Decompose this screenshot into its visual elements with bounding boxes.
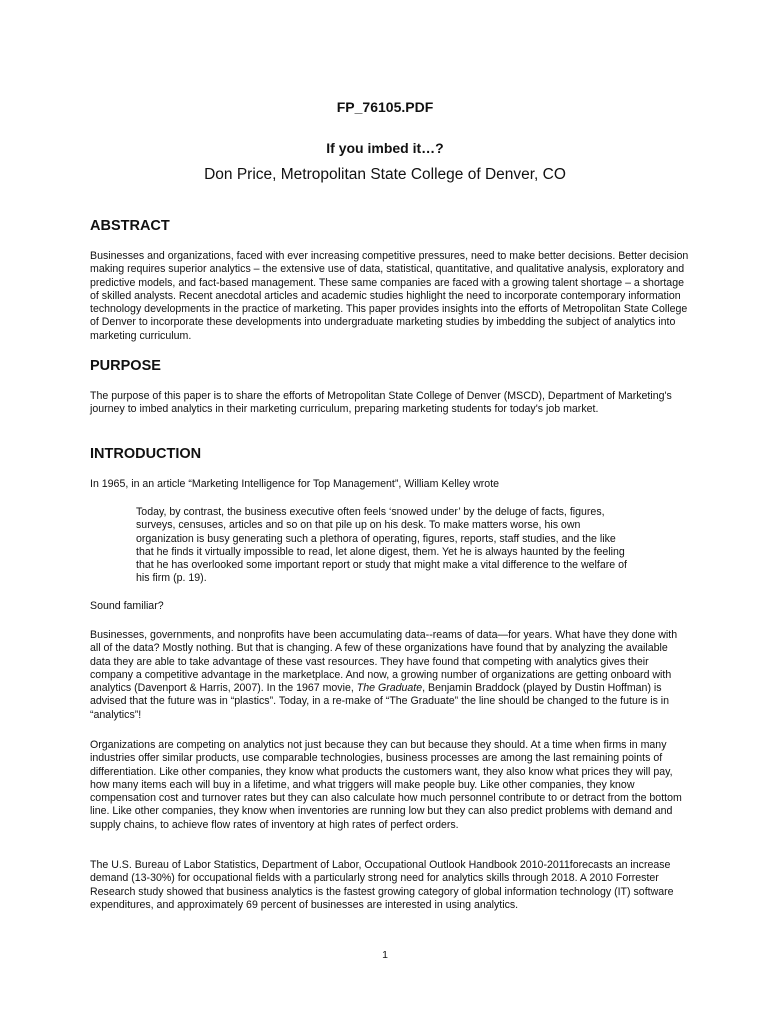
paper-title: If you imbed it…? xyxy=(326,140,444,156)
introduction-heading: INTRODUCTION xyxy=(90,446,202,462)
sound-familiar: Sound familiar? xyxy=(90,600,164,612)
abstract-text: Businesses and organizations, faced with ever increasing competitive pressures, need to make better decisions. Better decision making requires superior analytics – the extensive use of data, statistical, quantitative, and qualitative analysis, exploratory and predictive models, and fact-based management. These same companies are faced with a growing talent shortage – a shortage of skilled analysts. Recent anecdotal articles and academic studies highlight the need to incorporate contemporary information technology developments in the practice of marketing. This paper provides insights into the efforts of Metropolitan State College of Denver to incorporate these developments into undergraduate marketing studies by imbedding the subject of analytics into marketing curriculum. xyxy=(90,250,689,342)
movie-title: The Graduate xyxy=(356,682,423,695)
purpose-text: The purpose of this paper is to share the efforts of Metropolitan State College of Denver (MSCD), Department of Marketing's journey to imbed analytics in their marketing curriculum, preparing marketing students for today's job market. xyxy=(90,390,672,416)
page-number: 1 xyxy=(382,949,388,961)
intro-paragraph-1 xyxy=(90,629,690,722)
file-title: FP_76105.PDF xyxy=(336,99,434,115)
author-line: Don Price, Metropolitan State College of Denver, CO xyxy=(204,166,566,183)
intro-paragraph-3: The U.S. Bureau of Labor Statistics, Department of Labor, Occupational Outlook Handbook 2010-2011forecasts an increase demand (13-30%) for occupational fields with a particularly strong need for analytics skills through 2018. A 2010 Forrester Research study showed that business analytics is the fastest growing category of global information technology (IT) software expenditures, and approximately 69 percent of businesses are interested in using analytics. xyxy=(90,859,674,911)
purpose-heading: PURPOSE xyxy=(90,358,161,374)
abstract-heading: ABSTRACT xyxy=(90,218,170,234)
intro-paragraph-2: Organizations are competing on analytics not just because they can but because they should. At a time when firms in many industries offer similar products, use comparable technologies, business processes are among the last remaining points of differentiation. Like other companies, they know what products the customers want, they also know what prices they will pay, how many items each will buy in a lifetime, and what triggers will make people buy. Like other companies, they know compensation cost and turnover rates but they can also calculate how much personnel contribute to or detract from the bottom line. Like other companies, they know when inventories are running low but they can also predict problems with demand and supply chains, to achieve flow rates of inventory at high rates of perfect orders. xyxy=(90,739,682,831)
intro-paragraph-1-part-a: Businesses, governments, and nonprofits have been accumulating data--reams of data—for years. What have they done with all of the data? Mostly nothing. But that is changing. A few of these organizations have found that by analyzing the available data they are able to take advantage of these vast resources. They have found that competing with analytics gives their company a competitive advantage in the marketplace. And now, a growing number of organizations are getting onboard with analytics (Davenport & Harris, 2007). In the 1967 movie, xyxy=(90,629,678,695)
intro-paragraph-1-part-b: , Benjamin Braddock (played by Dustin Hoffman) is advised that the future was in “plastics”. Today, in a re-make of “The Graduate” the line should be changed to the future is in “analytics”! xyxy=(90,682,670,721)
introduction-lead: In 1965, in an article “Marketing Intelligence for Top Management”, William Kelley wrote xyxy=(90,478,500,490)
block-quote: Today, by contrast, the business executive often feels ‘snowed under’ by the deluge of facts, figures, surveys, censuses, articles and so on that pile up on his desk. To make matters worse, his own organization is busy generating such a plethora of operating, figures, reports, staff studies, and the like that he finds it virtually impossible to read, let alone digest, them. Yet he is always haunted by the feeling that he has overlooked some important report or study that might make a vital difference to the welfare of his firm (p. 19). xyxy=(136,506,627,585)
